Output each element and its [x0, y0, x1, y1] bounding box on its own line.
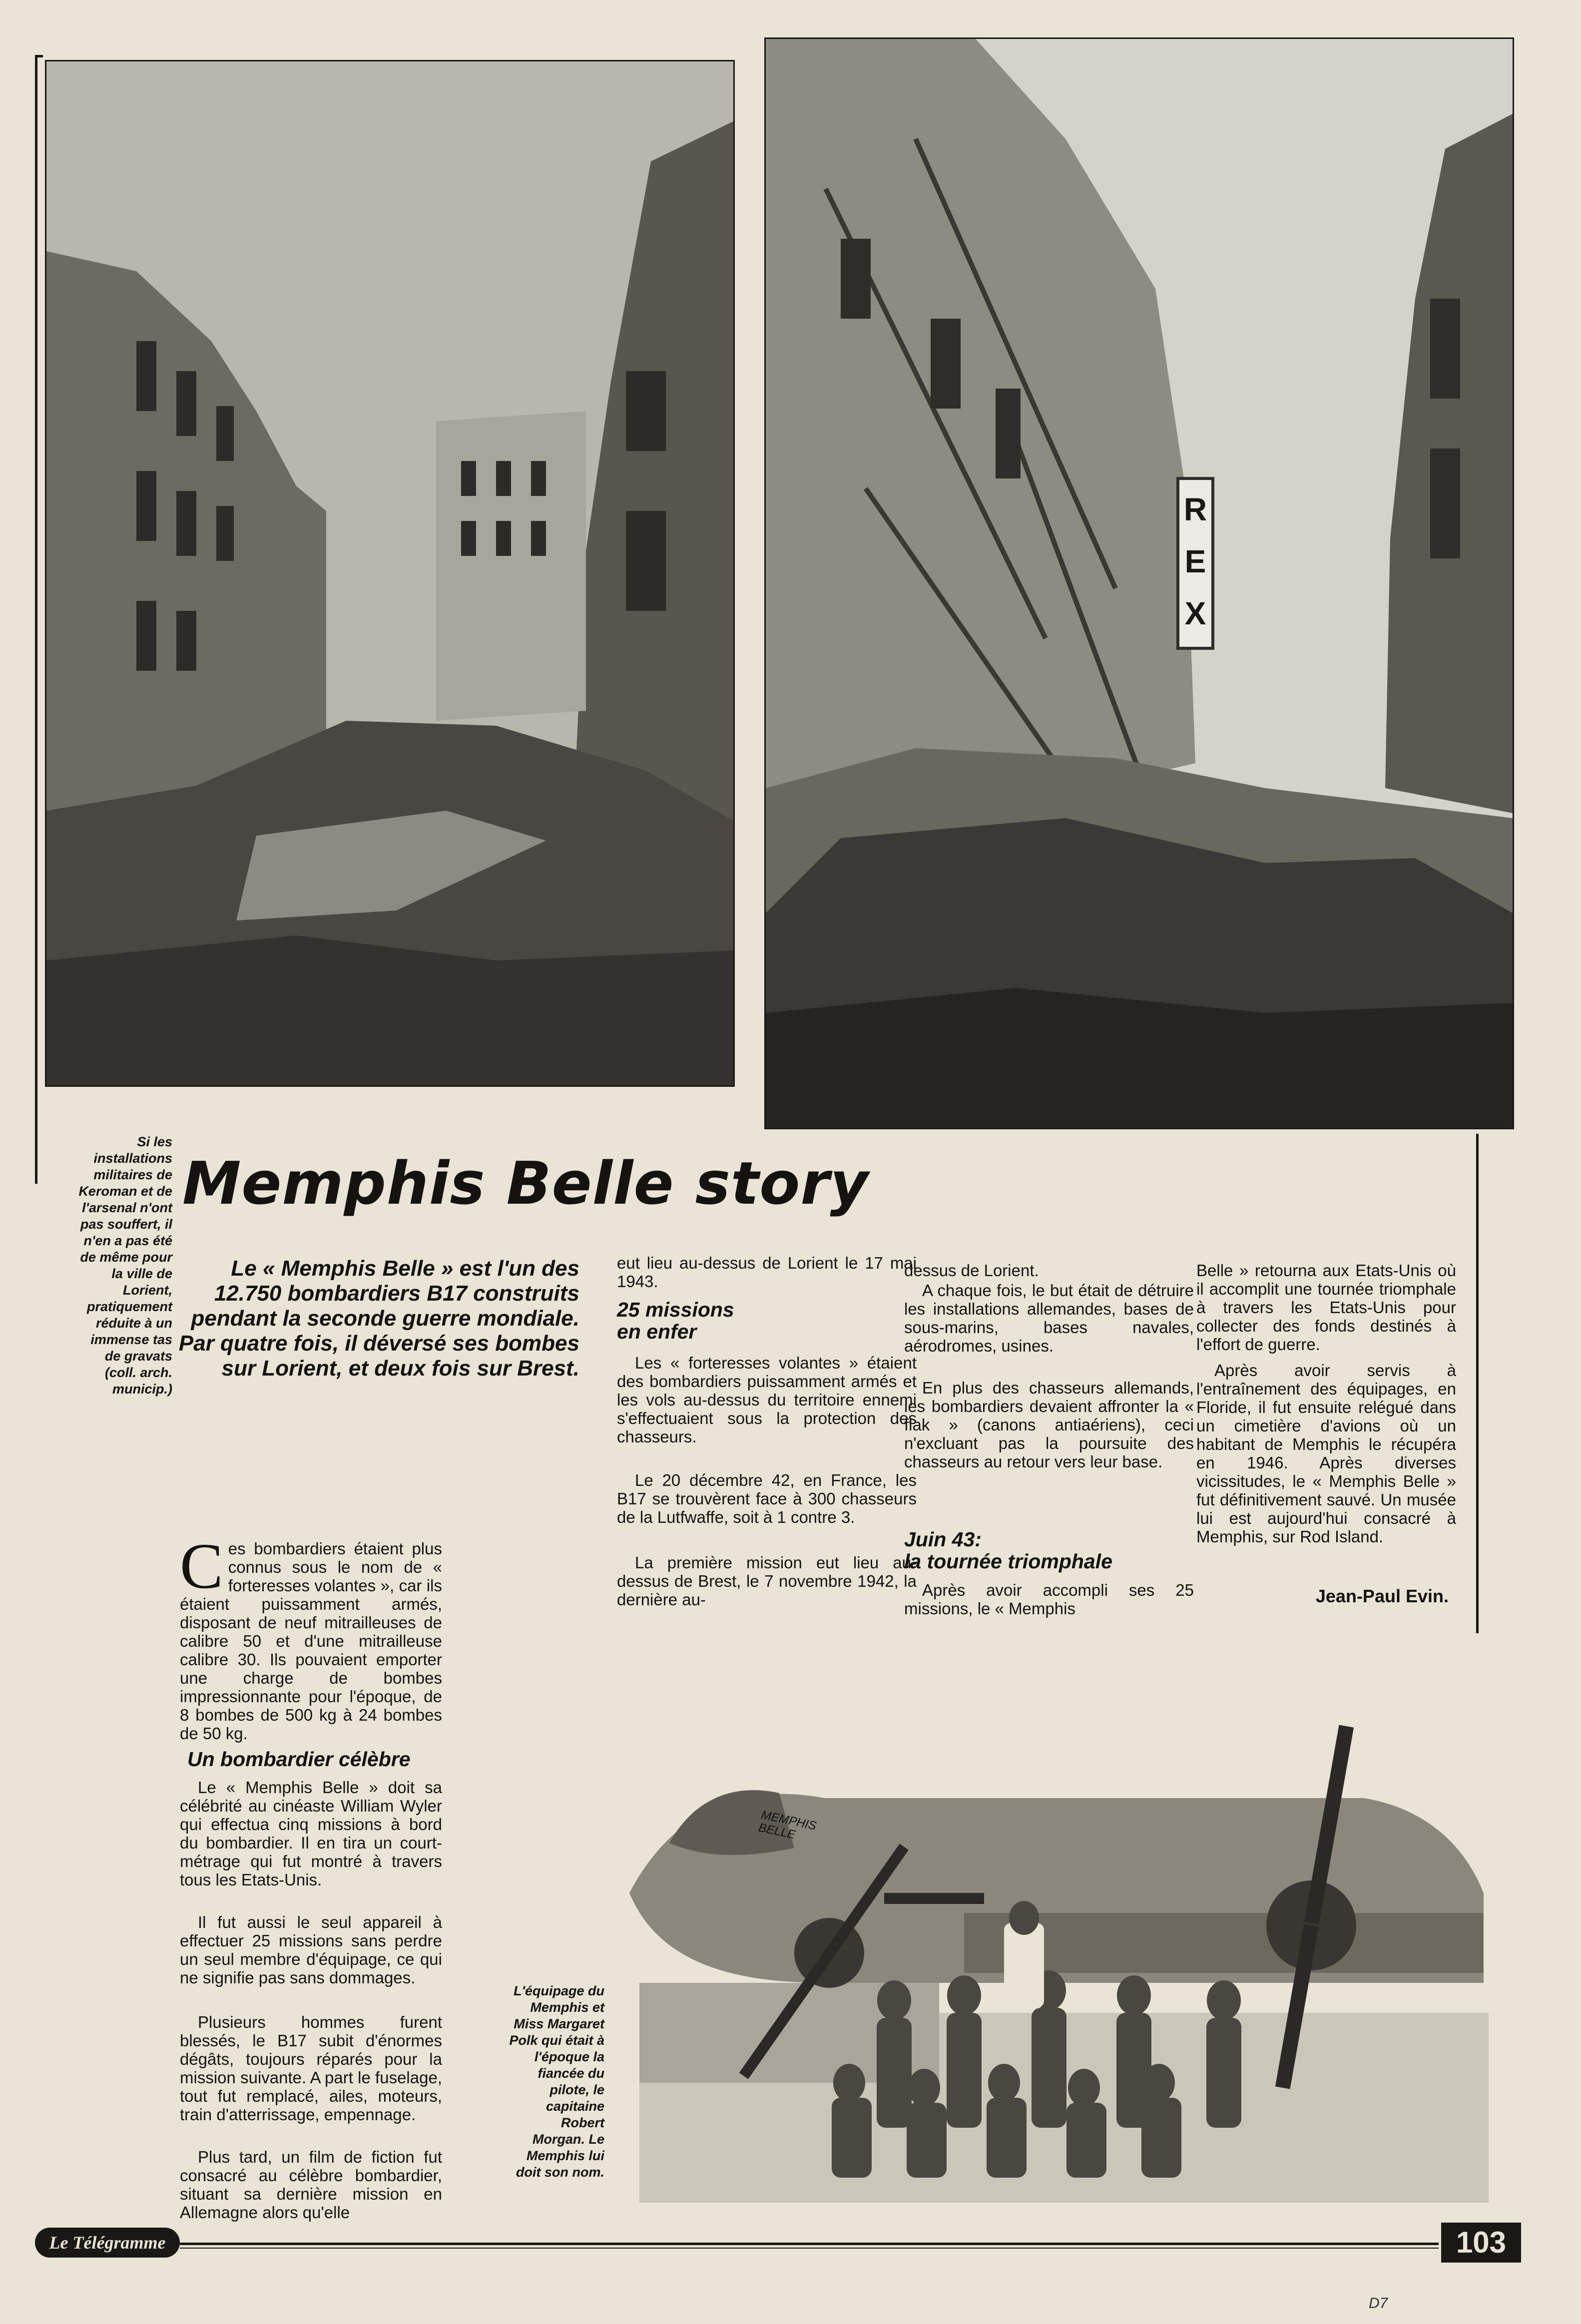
- col3-paragraph-2: En plus des chasseurs allemands, les bombardiers devaient affronter la « flak » (canons antiaériens), ceci n'excluant pas la poursuite des chasseurs au retour vers leur base.: [904, 1379, 1194, 1471]
- col2-paragraph-3: La première mission eut lieu au-dessus de Brest, le 7 novembre 1942, la dernière au-: [617, 1553, 917, 1609]
- col2-paragraph-2: Le 20 décembre 42, en France, les B17 se trouvèrent face à 300 chasseurs de la Lutfwaffe, soit à 1 contre 3.: [617, 1471, 917, 1526]
- photo-destroyed-street-lorient: [45, 60, 735, 1087]
- photo-caption-ruins: Si les installations militaires de Keroman et de l'arsenal n'ont pas souffert, il n'en a pas été de même pour la ville de Lorient, pratiquement réduite à un immense tas de gravats (coll. arch. municip.): [78, 1134, 172, 1396]
- col2-paragraph-1: Les « forteresses volantes » étaient des bombardiers puissamment armés et les vols au-dessus du territoire ennemi s'effectuaient sous la protection des chasseurs.: [617, 1354, 917, 1446]
- bleed-through-text: [904, 1169, 1454, 1206]
- col3-paragraph-1: A chaque fois, le but était de détruire les installations allemandes, bases de sous-marins, bases navales, aérodromes, usines.: [904, 1281, 1194, 1355]
- article-lead: Le « Memphis Belle » est l'un des 12.750 bombardiers B17 construits pendant la seconde guerre mondiale. Par quatre fois, il déversé ses bombes sur Lorient, et deux fois sur Brest.: [178, 1256, 579, 1381]
- col2-paragraph-0: eut lieu au-dessus de Lorient le 17 mai 1943.: [617, 1254, 917, 1291]
- column-1: [180, 1521, 442, 1743]
- col3-paragraph-0: dessus de Lorient.: [904, 1261, 1039, 1280]
- subheading-juin-43: Juin 43: la tournée triomphale: [904, 1528, 1112, 1573]
- street-ruins-drawing: [46, 61, 733, 1085]
- footer-rule-thin: [180, 2248, 1439, 2249]
- col1-paragraph-4: Plusieurs hommes furent blessés, le B17 subit d'énormes dégâts, toujours réparés pour la mission suivante. A part le fuselage, tout fut remplacé, ailes, moteurs, train d'atterrissage, empennage.: [180, 2013, 442, 2124]
- page-number: 103: [1441, 2223, 1521, 2263]
- photo-caption-crew: L'équipage du Memphis et Miss Margaret Polk qui était à l'époque la fiancée du pilote, le capitaine Robert Morgan. Le Memphis lui doit son nom.: [509, 1983, 604, 2180]
- plane-and-crew-drawing: [614, 1633, 1489, 2203]
- frame-rule-right: [1476, 1134, 1479, 1638]
- col1-paragraph-5: Plus tard, un film de fiction fut consacré au célèbre bombardier, situant sa dernière mission en Allemagne alors qu'elle: [180, 2148, 442, 2222]
- page-marker: D7: [1369, 2295, 1388, 2312]
- plane-nose-art-text: MEMPHIS BELLE: [757, 1808, 818, 1842]
- rex-ruins-drawing: [766, 39, 1513, 1128]
- article-title: Memphis Belle story: [182, 1149, 869, 1218]
- author-signature: Jean-Paul Evin.: [1315, 1586, 1449, 1606]
- dropcap: C: [180, 1530, 223, 1602]
- col4-paragraph-2: Après avoir servis à l'entraînement des équipages, en Floride, il fut ensuite relégué dans un cimetière d'avions où un habitant de Memphis le récupéra en 1946. Après diverses vicissitudes, le « Memphis Belle » fut définitivement sauvé. Un musée lui est aujourd'hui consacré à Memphis, sur Rod Island.: [1196, 1361, 1456, 1546]
- footer-rule: [180, 2243, 1439, 2245]
- frame-rule-left: [35, 55, 37, 1184]
- col3-paragraph-3: Après avoir accompli ses 25 missions, le « Memphis: [904, 1581, 1194, 1618]
- subheading-25-missions: 25 missions en enfer: [617, 1298, 734, 1343]
- photo-destroyed-street-rex: [764, 37, 1514, 1129]
- newspaper-logo: Le Télégramme: [35, 2228, 180, 2258]
- photo-memphis-belle-crew: [614, 1633, 1489, 2203]
- rex-sign-text: REX: [1183, 491, 1207, 631]
- col4-paragraph-1: Belle » retourna aux Etats-Unis où il accomplit une tournée triomphale à travers les Etats-Unis pour collecter des fonds destinés à l'effort de guerre.: [1196, 1261, 1456, 1354]
- col1-paragraph-3: Il fut aussi le seul appareil à effectuer 25 missions sans perdre un seul membre d'équipage, ce qui ne signifie pas sans dommages.: [180, 1913, 442, 1987]
- subheading-bombardier-celebre: Un bombardier célèbre: [187, 1748, 411, 1771]
- col1-paragraph-2: Le « Memphis Belle » doit sa célébrité au cinéaste William Wyler qui effectua cinq missions à bord du bombardier. Il en tira un court-métrage qui fut montré à travers tous les Etats-Unis.: [180, 1778, 442, 1889]
- col1-paragraph-1: es bombardiers étaient plus connus sous le nom de « forteresses volantes », car ils étaient puissamment armés, disposant de neuf mitrailleuses de calibre 50 et d'une mitrailleuse calibre 30. Ils pouvaient emporter une charge de bombes impressionnante pour l'époque, de 8 bombes de 500 kg à 24 bombes de 50 kg.: [180, 1539, 442, 1743]
